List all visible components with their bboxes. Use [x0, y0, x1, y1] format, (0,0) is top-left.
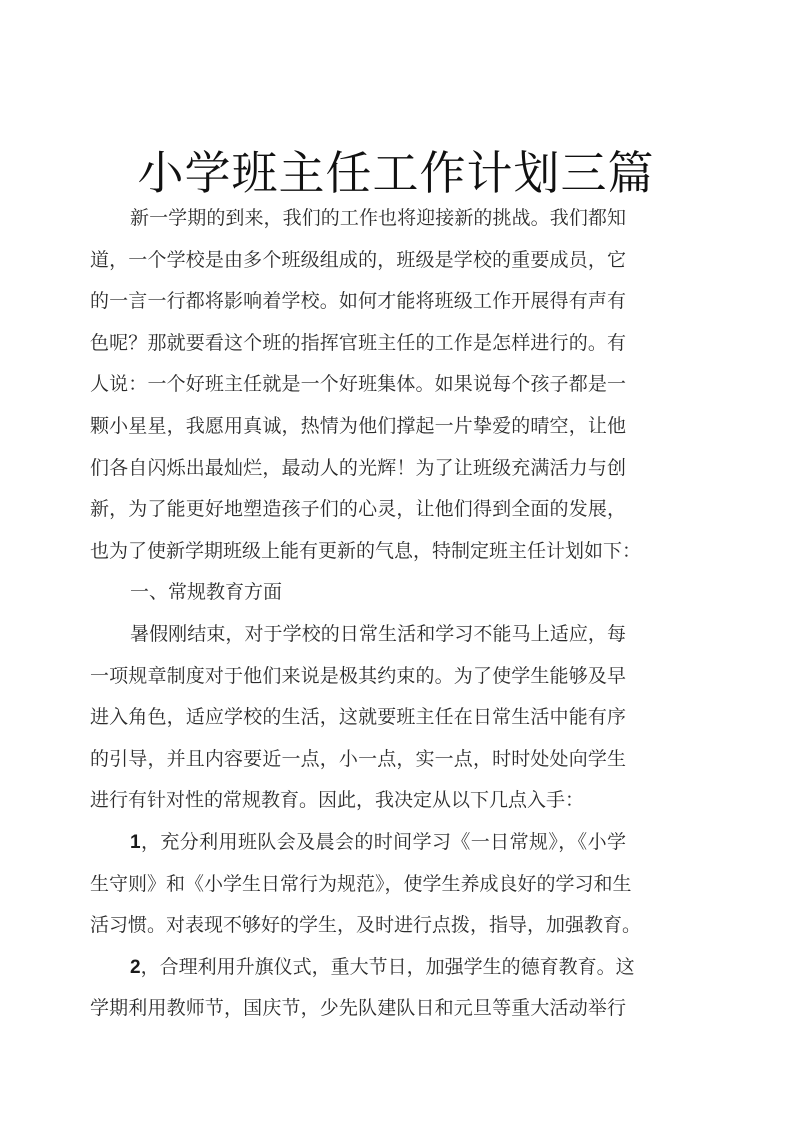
text-line: 的引导，并且内容要近一点，小一点，实一点，时时处处向学生	[90, 747, 626, 770]
text-line: 色呢？那就要看这个班的指挥官班主任的工作是怎样进行的。有	[90, 331, 626, 354]
text-line: 暑假刚结束，对于学校的日常生活和学习不能马上适应，每	[130, 622, 626, 645]
text-line: 新一学期的到来，我们的工作也将迎接新的挑战。我们都知	[130, 207, 626, 229]
text-line: 人说：一个好班主任就是一个好班集体。如果说每个孩子都是一	[90, 373, 626, 396]
text-line: 道，一个学校是由多个班级组成的，班级是学校的重要成员，它	[90, 248, 626, 271]
text-line: 也为了使新学期班级上能有更新的气息，特制定班主任计划如下：	[90, 539, 642, 562]
paragraph-intro	[90, 198, 642, 572]
document-title: 小学班主任工作计划三篇	[137, 145, 655, 200]
numbered-item-2	[90, 947, 635, 1030]
text-line: 新，为了能更好地塑造孩子们的心灵，让他们得到全面的发展，	[90, 498, 626, 521]
item-number: 2	[130, 956, 141, 978]
text-line: 学期利用教师节，国庆节，少先队建队日和元旦等重大活动举行	[90, 997, 626, 1020]
numbered-item-1	[90, 822, 642, 947]
paragraph-routine	[90, 614, 626, 822]
item-text: ，充分利用班队会及晨会的时间学习《一日常规》，《小学	[140, 830, 626, 853]
text-line: 颗小星星，我愿用真诚，热情为他们撑起一片挚爱的晴空，让他	[90, 414, 626, 437]
document-body	[90, 198, 642, 1030]
item-number: 1	[130, 831, 141, 853]
text-line: 活习惯。对表现不够好的学生，及时进行点拨，指导，加强教育。	[90, 914, 642, 937]
text-line: 的一言一行都将影响着学校。如何才能将班级工作开展得有声有	[90, 290, 626, 313]
section-heading-text: 一、常规教育方面	[130, 581, 283, 604]
text-line: 一项规章制度对于他们来说是极其约束的。为了使学生能够及早	[90, 664, 626, 687]
text-line: 们各自闪烁出最灿烂，最动人的光辉！为了让班级充满活力与创	[90, 456, 626, 479]
text-line	[90, 947, 635, 989]
text-line: 进行有针对性的常规教育。因此，我决定从以下几点入手：	[90, 789, 585, 812]
text-line: 生守则》和《小学生日常行为规范》，使学生养成良好的学习和生	[90, 872, 632, 895]
section-heading	[90, 572, 626, 614]
item-text: ，合理利用升旗仪式，重大节日，加强学生的德育教育。这	[140, 955, 635, 978]
text-line: 进入角色，适应学校的生活，这就要班主任在日常生活中能有序	[90, 706, 626, 729]
text-line	[90, 822, 626, 864]
